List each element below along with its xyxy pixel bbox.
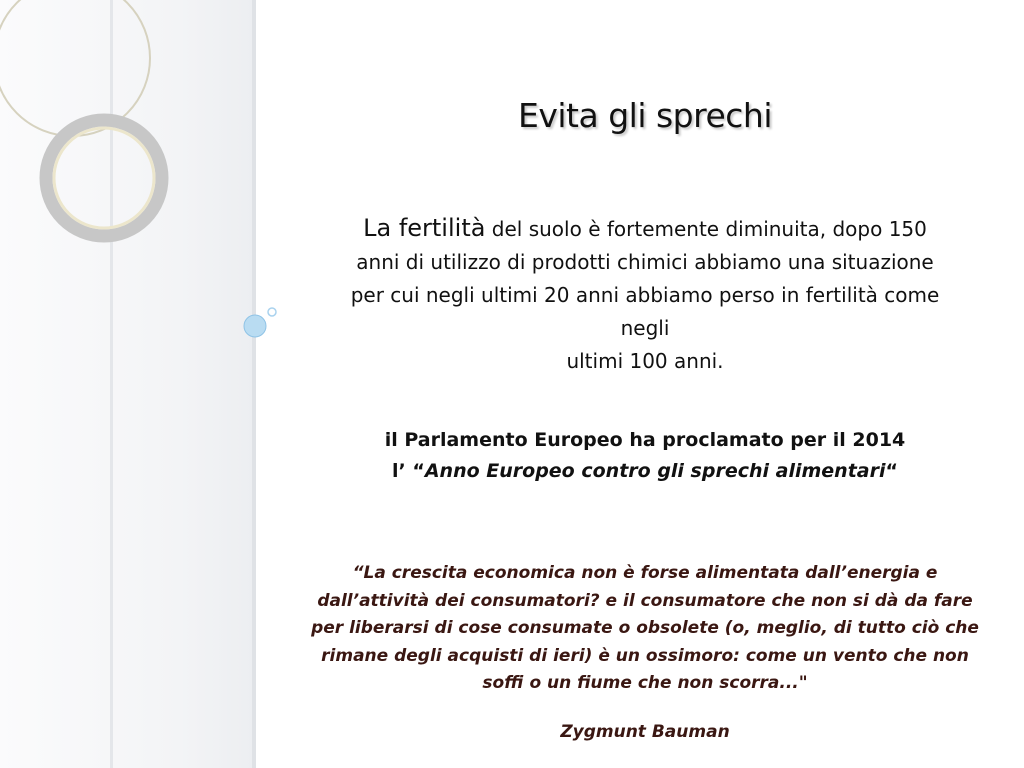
quote-line: soffi o un fiume che non scorra..." [482, 673, 808, 693]
quote-line: dall’attività dei consumatori? e il consumatore che non si dà da fare [317, 590, 973, 611]
parliament-prefix: l’ “ [392, 460, 425, 482]
ring-medium-inner [54, 128, 154, 228]
fertility-paragraph [300, 212, 990, 378]
parliament-suffix: “ [885, 460, 898, 482]
paragraph-line: negli [620, 316, 670, 340]
quote-line: “La crescita economica non è forse alimentata dall’energia e [352, 563, 938, 583]
parliament-year-name: Anno Europeo contro gli sprechi alimentari [424, 460, 886, 482]
ring-medium-outer [46, 120, 162, 236]
parliament-statement [300, 425, 990, 487]
bubble-small [268, 308, 276, 316]
bubble-large [244, 315, 266, 337]
quote-line: per liberarsi di cose consumate o obsolete (o, meglio, di tutto ciò che [311, 618, 979, 638]
paragraph-line: per cui negli ultimi 20 anni abbiamo perso in fertilità come [350, 283, 940, 307]
paragraph-line [300, 212, 990, 246]
slide-title: Evita gli sprechi [518, 96, 772, 135]
quote-line: rimane degli acquisti di ieri) è un ossimoro: come un vento che non [321, 645, 969, 666]
parliament-line2 [300, 456, 990, 487]
decorative-rings [0, 0, 300, 400]
parliament-line1: il Parlamento Europeo ha proclamato per il 2014 [384, 429, 906, 451]
paragraph-line: anni di utilizzo di prodotti chimici abbiamo una situazione [356, 250, 934, 274]
bauman-quote [300, 560, 990, 698]
paragraph-line1-rest: del suolo è fortemente diminuita, dopo 150 [485, 217, 927, 241]
paragraph-line: ultimi 100 anni. [566, 349, 724, 373]
ring-large [0, 0, 150, 136]
quote-author: Zygmunt Bauman [560, 722, 730, 742]
paragraph-lead: La fertilità [363, 214, 486, 242]
